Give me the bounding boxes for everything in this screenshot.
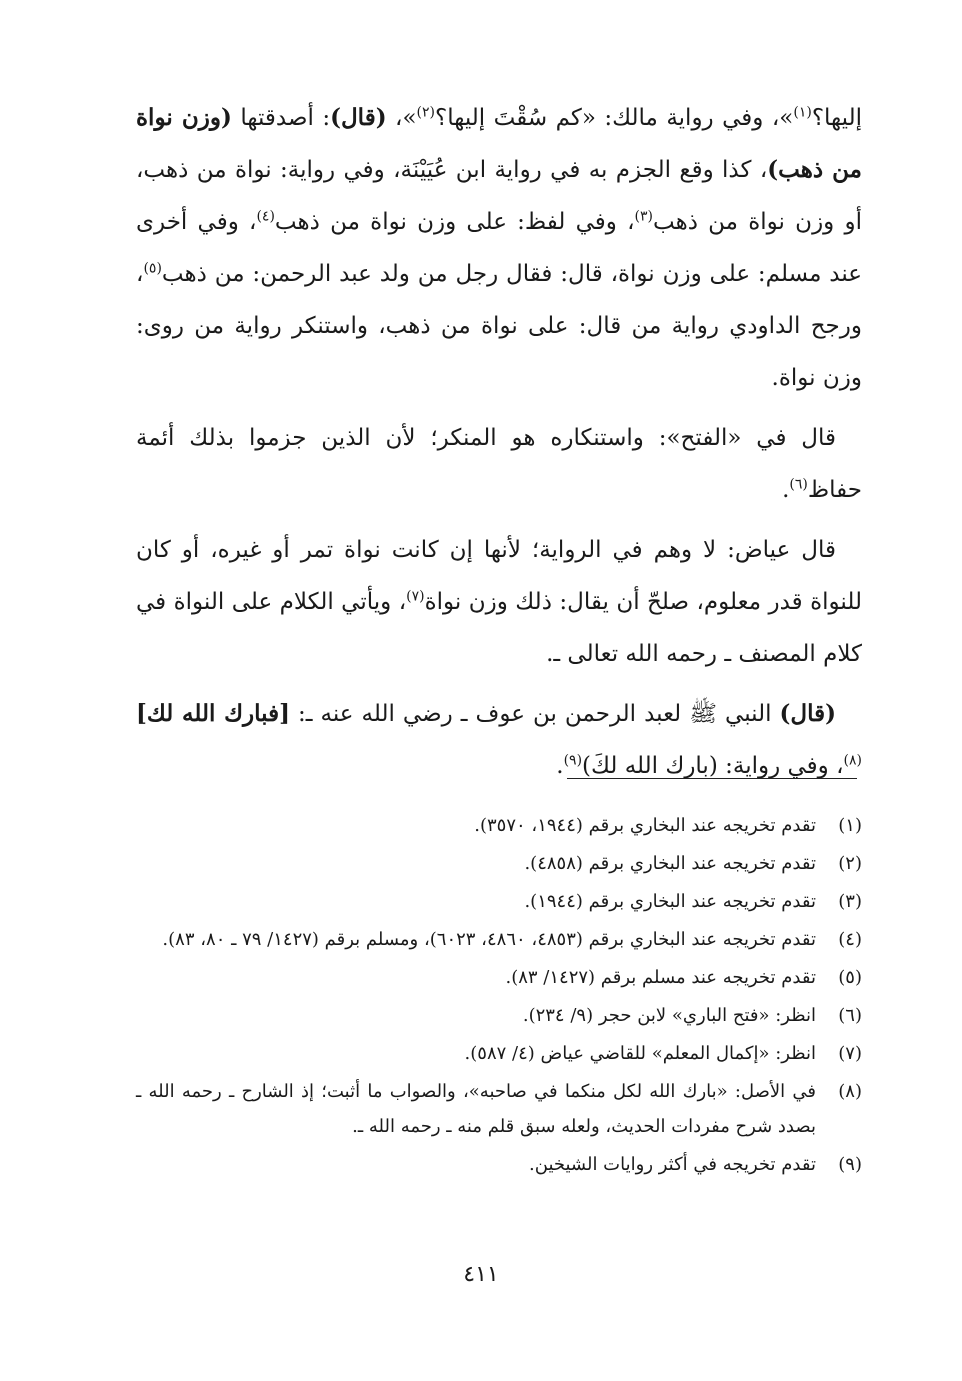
footnote-text: في الأصل: «بارك الله لكل منكما في صاحبه»، والصواب ما أثبت؛ إذ الشارح ـ رحمه الله ـ بصدد شرح مفردات الحديث، ولعله سبق قلم منه ـ رحمه الله ـ. — [136, 1081, 816, 1137]
text-run: ، وفي رواية: (بارك الله لكَ) — [582, 753, 844, 779]
bold-text: (قال) — [779, 700, 836, 727]
text-run: . — [782, 477, 790, 503]
footnote-text: انظر: «إكمال المعلم» للقاضي عياض (٤/ ٥٨٧). — [464, 1043, 816, 1064]
footnote — [136, 998, 862, 1033]
footnote-text: تقدم تخريجه عند البخاري برقم (١٩٤٤). — [524, 891, 816, 912]
footnote-text: انظر: «فتح الباري» لابن حجر (٩/ ٢٣٤). — [522, 1005, 816, 1026]
footnote-number: (٨) — [838, 1081, 862, 1102]
text-run: : أصدقتها — [231, 105, 331, 131]
text-run: ، وفي لفظ: على وزن نواة من ذهب — [274, 209, 635, 235]
footnote-text: تقدم تخريجه عند البخاري برقم (٤٨٥٨). — [524, 853, 816, 874]
footnote — [136, 1036, 862, 1071]
footnote-reference: (٨) — [843, 752, 862, 769]
text-run: »، — [386, 105, 417, 131]
paragraph — [136, 688, 862, 792]
bold-text: [فبارك الله لك] — [136, 700, 290, 727]
paragraph — [136, 524, 862, 680]
footnote-text: تقدم تخريجه عند البخاري برقم (٤٨٥٣، ٤٨٦٠، ٦٠٢٣)، ومسلم برقم (١٤٢٧/ ٧٩ ـ ٨٠، ٨٣). — [162, 929, 816, 950]
text-run: »، وفي رواية مالك: «كم سُقْتَ إليها؟ — [435, 105, 794, 131]
footnote-reference: (٧) — [406, 588, 425, 605]
text-run: ، ورجح الداودي رواية من قال: على نواة من ذهب، واستنكر رواية من روى: وزن نواة. — [136, 261, 862, 391]
bold-text: (قال) — [330, 104, 387, 131]
footnote-text: تقدم تخريجه عند مسلم برقم (١٤٢٧/ ٨٣). — [505, 967, 816, 988]
footnote-number: (٩) — [838, 1154, 862, 1175]
footnote-number: (٥) — [838, 967, 862, 988]
footnote-reference: (١) — [793, 104, 812, 121]
footnote-reference: (٩) — [563, 752, 583, 769]
text-run: النبي ﷺ لعبد الرحمن بن عوف ـ رضي الله عنه ـ: — [289, 701, 780, 727]
footnote — [136, 960, 862, 995]
footnote-number: (١) — [838, 815, 862, 836]
footnote-reference: (٣) — [634, 208, 653, 225]
footnote — [136, 884, 862, 919]
footnote — [136, 1147, 862, 1182]
bold-text: (وزن نواة من ذهب) — [136, 104, 862, 183]
text-run: ، ويأتي الكلام على النواة في كلام المصنف ـ رحمه الله تعالى ـ. — [136, 589, 862, 667]
footnote — [136, 1074, 862, 1144]
footnote-number: (٢) — [838, 853, 862, 874]
text-run: إليها؟ — [811, 105, 862, 131]
footnote-number: (٣) — [838, 891, 862, 912]
text-run: قال في «الفتح»: واستنكاره هو المنكر؛ لأن الذين جزموا بذلك أئمة حفاظ — [136, 425, 862, 503]
footnotes — [136, 808, 862, 1185]
footnote-reference: (٢) — [416, 104, 436, 121]
footnote-number: (٤) — [838, 929, 862, 950]
page-number: ٤١١ — [463, 1262, 499, 1287]
main-text — [136, 92, 862, 792]
footnote-text: تقدم تخريجه في أكثر روايات الشيخين. — [529, 1154, 816, 1175]
text-run: قال عياض: لا وهم في الرواية؛ لأنها إن كانت نواة تمر أو غيره، أو كان للنواة قدر معلوم، صلحّ أن يقال: ذلك وزن نواة — [136, 537, 862, 615]
footnote-text: تقدم تخريجه عند البخاري برقم (١٩٤٤، ٣٥٧٠). — [474, 815, 816, 836]
footnote — [136, 846, 862, 881]
footnote-separator — [567, 778, 857, 779]
paragraph — [136, 412, 862, 516]
text-run: . — [556, 753, 564, 779]
paragraph — [136, 92, 862, 404]
footnote-number: (٧) — [838, 1043, 862, 1064]
text-run: ، وفي أخرى عند مسلم: على وزن نواة، قال: فقال رجل من ولد عبد الرحمن: من ذهب — [136, 209, 862, 287]
footnote-reference: (٥) — [143, 260, 162, 277]
footnote-number: (٦) — [838, 1005, 862, 1026]
footnote-reference: (٤) — [256, 208, 275, 225]
footnote — [136, 922, 862, 957]
footnote-reference: (٦) — [789, 476, 808, 493]
text-run: ، كذا وقع الجزم به في رواية ابن عُيَيْنَة، وفي رواية: نواة من ذهب، أو وزن نواة من ذهب — [136, 157, 863, 235]
footnote — [136, 808, 862, 843]
